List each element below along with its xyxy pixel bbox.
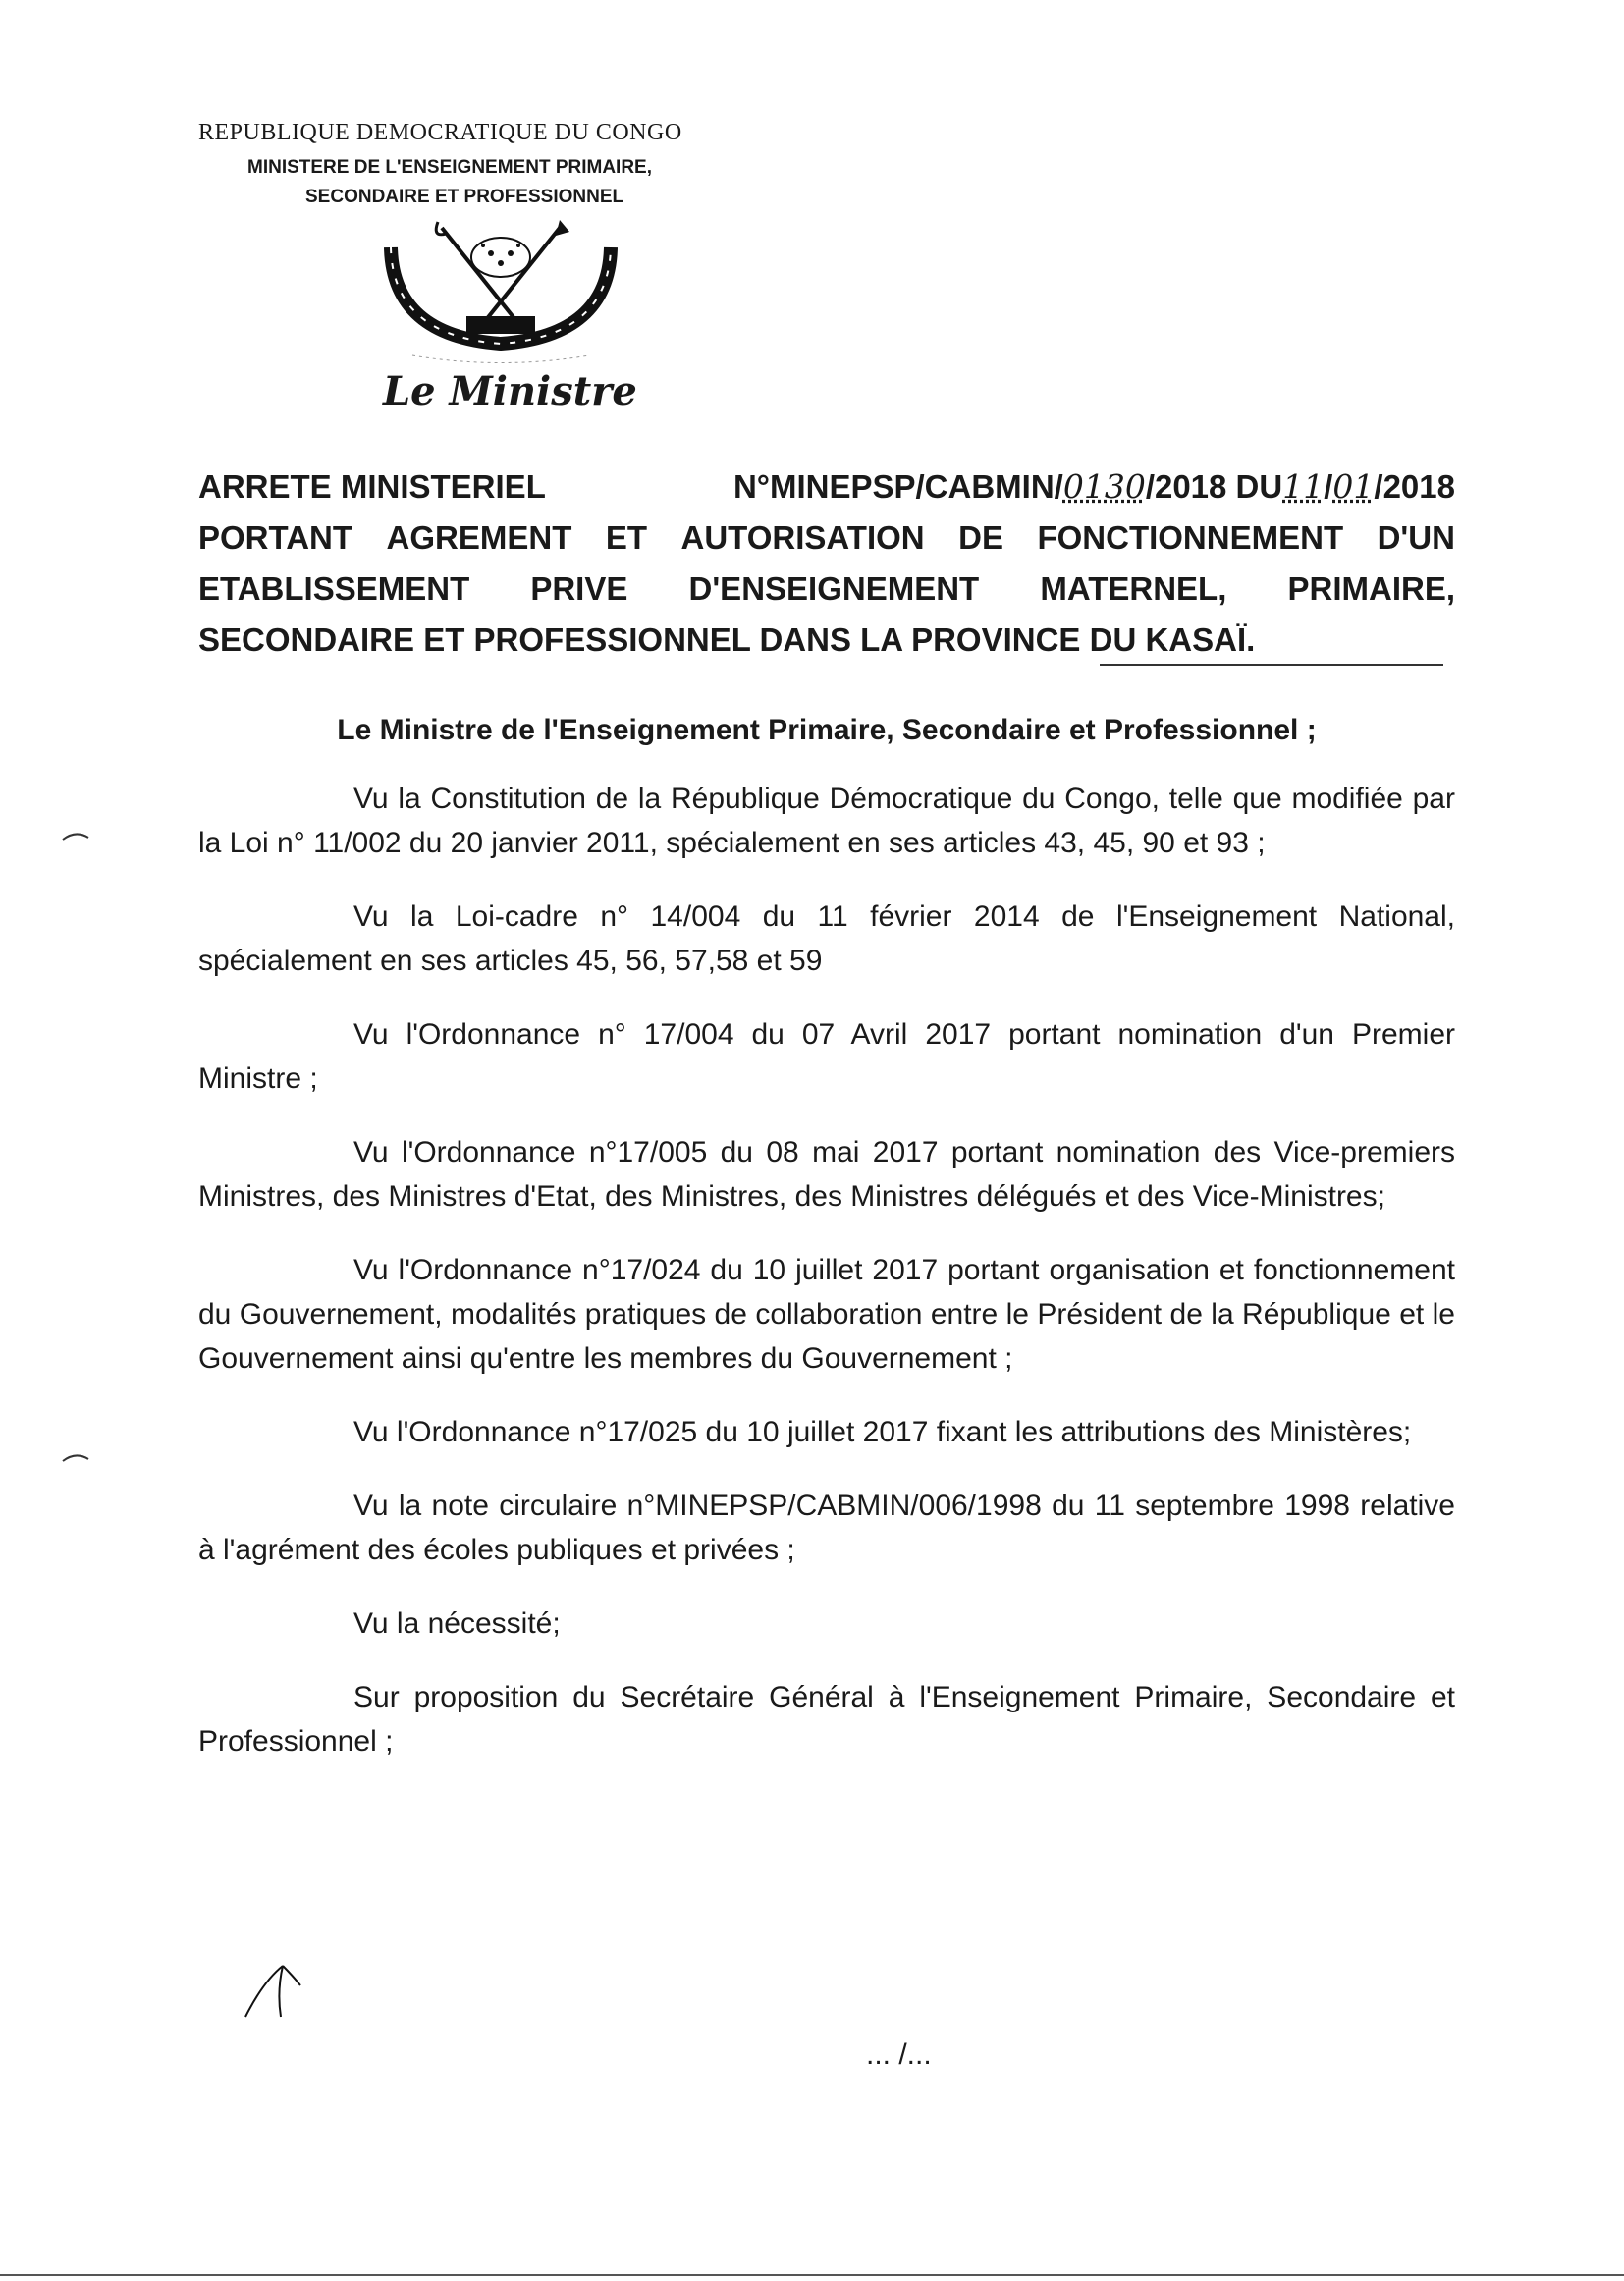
preamble: Le Ministre de l'Enseignement Primaire, Secondaire et Professionnel ; [337, 714, 1317, 746]
considerant-paragraph: Vu la note circulaire n°MINEPSP/CABMIN/006/1998 du 11 septembre 1998 relative à l'agrément des écoles publiques et privées ; [198, 1490, 1455, 1566]
title-word: PRIVE [530, 570, 628, 607]
title-word: D'ENSEIGNEMENT [688, 570, 980, 607]
handwritten-day: 11 [1282, 467, 1325, 506]
scan-mark [61, 1451, 90, 1463]
title-word: DE [958, 519, 1003, 556]
decree-title [198, 462, 1455, 666]
title-word: AUTORISATION [680, 519, 925, 556]
handwritten-number: 0130 [1062, 467, 1146, 506]
decree-body [198, 708, 1455, 1793]
title-line-4: SECONDAIRE ET PROFESSIONNEL DANS LA PROVINCE DU KASAÏ. [198, 622, 1256, 658]
title-word: D'UN [1377, 519, 1455, 556]
considerant-paragraph: Vu la Loi-cadre n° 14/004 du 11 février 2014 de l'Enseignement National, spécialement en ses articles 45, 56, 57,58 et 59 [198, 900, 1455, 977]
scan-mark [61, 830, 90, 842]
title-word: MATERNEL, [1040, 570, 1227, 607]
title-word: ET [605, 519, 648, 556]
continuation-mark: ... /... [866, 2038, 932, 2071]
title-word: ETABLISSEMENT [198, 570, 470, 607]
considerant-paragraph: Vu l'Ordonnance n° 17/004 du 07 Avril 2017 portant nomination d'un Premier Ministre ; [198, 1018, 1455, 1095]
considerant-paragraph: Vu l'Ordonnance n°17/024 du 10 juillet 2017 portant organisation et fonctionnement du Gouvernement, modalités pratiques de collaboration entre le Président de la République et le Gouvernement ainsi qu'entre les membres du Gouvernement ; [198, 1254, 1455, 1375]
title-line-3 [198, 564, 1455, 615]
coat-of-arms-icon [373, 218, 628, 365]
le-ministre-title: Le Ministre [383, 368, 637, 414]
title-word: PRIMAIRE, [1287, 570, 1455, 607]
considerant-paragraph: Vu la nécessité; [353, 1607, 561, 1640]
scan-bottom-edge [0, 2274, 1624, 2276]
title-word: FONCTIONNEMENT [1037, 519, 1344, 556]
considerant-paragraph: Vu l'Ordonnance n°17/005 du 08 mai 2017 portant nomination des Vice-premiers Ministres, des Ministres d'Etat, des Ministres, des Ministres délégués et des Vice-Ministres; [198, 1136, 1455, 1213]
title-number-mid: /2018 DU [1145, 468, 1283, 505]
title-number [733, 462, 1455, 513]
title-underline [1100, 664, 1443, 666]
title-arrete: ARRETE MINISTERIEL [198, 468, 546, 505]
considerant-paragraph: Sur proposition du Secrétaire Général à l'Enseignement Primaire, Secondaire et Professionnel ; [198, 1681, 1455, 1758]
title-word: AGREMENT [386, 519, 572, 556]
considerant-paragraph: Vu la Constitution de la République Démocratique du Congo, telle que modifiée par la Loi n° 11/002 du 20 janvier 2011, spécialement en ses articles 43, 45, 90 et 93 ; [198, 783, 1455, 859]
ministry-heading-line2: SECONDAIRE ET PROFESSIONNEL [305, 187, 624, 207]
title-line-2 [198, 513, 1455, 564]
republic-heading: REPUBLIQUE DEMOCRATIQUE DU CONGO [198, 120, 682, 145]
title-number-suffix: /2018 [1374, 468, 1455, 505]
title-line-1 [198, 462, 1455, 513]
title-word: PORTANT [198, 519, 353, 556]
handwritten-month: 01 [1332, 467, 1375, 506]
considerant-paragraph: Vu l'Ordonnance n°17/025 du 10 juillet 2017 fixant les attributions des Ministères; [353, 1416, 1412, 1448]
handwritten-paraph-icon [244, 1962, 302, 2021]
ministry-heading-line1: MINISTERE DE L'ENSEIGNEMENT PRIMAIRE, [247, 157, 652, 178]
title-date-sep: / [1324, 468, 1333, 505]
title-number-prefix: N°MINEPSP/CABMIN/ [732, 468, 1063, 505]
